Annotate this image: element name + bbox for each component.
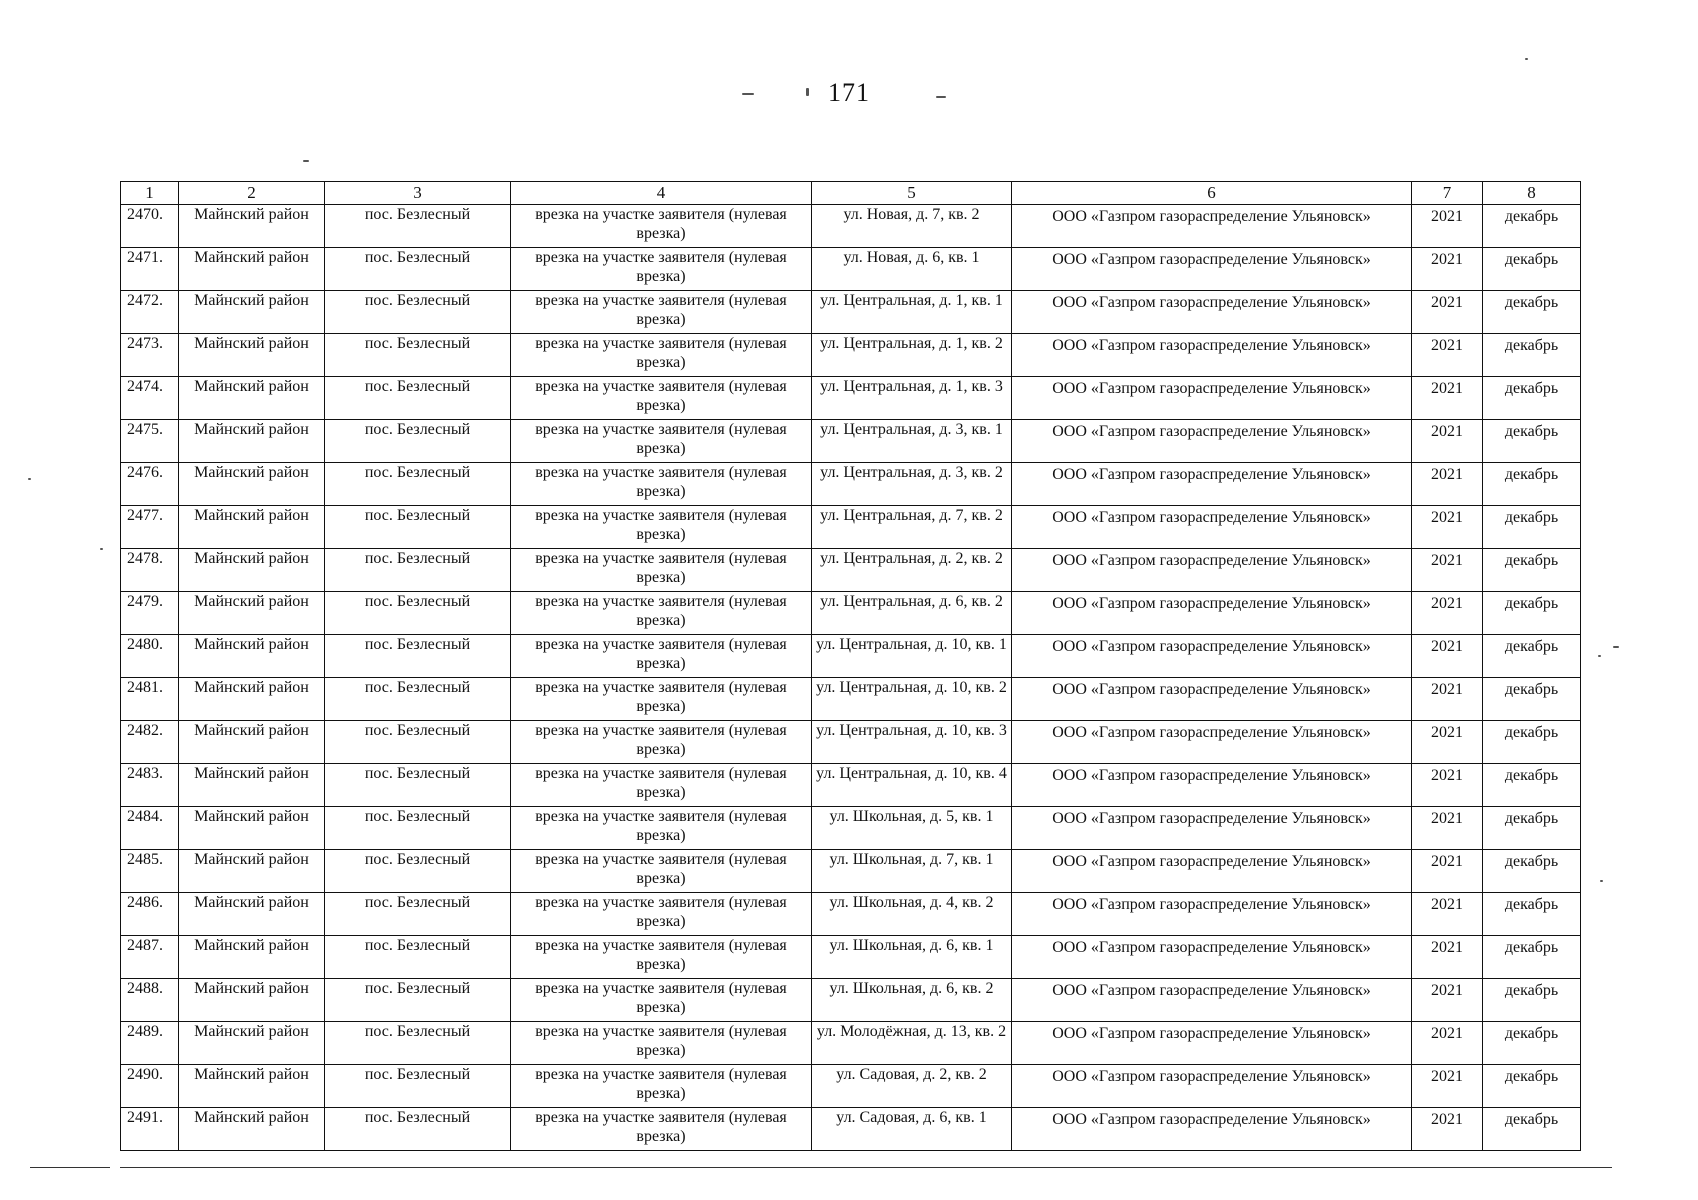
- cell-address: ул. Центральная, д. 10, кв. 2: [812, 678, 1012, 721]
- cell-year: 2021: [1412, 979, 1483, 1022]
- cell-work-type: врезка на участке заявителя (нулевая врезка): [511, 635, 812, 678]
- cell-settlement: пос. Безлесный: [325, 463, 511, 506]
- cell-address: ул. Школьная, д. 4, кв. 2: [812, 893, 1012, 936]
- cell-address: ул. Садовая, д. 2, кв. 2: [812, 1065, 1012, 1108]
- cell-work-type: врезка на участке заявителя (нулевая врезка): [511, 807, 812, 850]
- cell-settlement: пос. Безлесный: [325, 592, 511, 635]
- cell-settlement: пос. Безлесный: [325, 635, 511, 678]
- cell-organization: ООО «Газпром газораспределение Ульяновск»: [1012, 248, 1412, 291]
- cell-year: 2021: [1412, 936, 1483, 979]
- cell-address: ул. Центральная, д. 10, кв. 4: [812, 764, 1012, 807]
- cell-organization: ООО «Газпром газораспределение Ульяновск»: [1012, 850, 1412, 893]
- cell-month: декабрь: [1483, 592, 1581, 635]
- scan-speck: [742, 93, 754, 95]
- cell-year: 2021: [1412, 635, 1483, 678]
- cell-address: ул. Школьная, д. 7, кв. 1: [812, 850, 1012, 893]
- cell-work-type: врезка на участке заявителя (нулевая врезка): [511, 506, 812, 549]
- cell-year: 2021: [1412, 592, 1483, 635]
- cell-settlement: пос. Безлесный: [325, 893, 511, 936]
- table-row: [121, 979, 1581, 1022]
- cell-address: ул. Школьная, д. 5, кв. 1: [812, 807, 1012, 850]
- cell-work-type: врезка на участке заявителя (нулевая врезка): [511, 678, 812, 721]
- col-header-2: 2: [179, 182, 325, 205]
- cell-district: Майнский район: [179, 549, 325, 592]
- col-header-4: 4: [511, 182, 812, 205]
- cell-number: 2485.: [121, 850, 179, 893]
- cell-settlement: пос. Безлесный: [325, 850, 511, 893]
- cell-work-type: врезка на участке заявителя (нулевая врезка): [511, 549, 812, 592]
- cell-address: ул. Центральная, д. 3, кв. 1: [812, 420, 1012, 463]
- cell-district: Майнский район: [179, 1108, 325, 1151]
- cell-work-type: врезка на участке заявителя (нулевая врезка): [511, 936, 812, 979]
- cell-number: 2478.: [121, 549, 179, 592]
- cell-work-type: врезка на участке заявителя (нулевая врезка): [511, 248, 812, 291]
- cell-settlement: пос. Безлесный: [325, 979, 511, 1022]
- cell-address: ул. Садовая, д. 6, кв. 1: [812, 1108, 1012, 1151]
- cell-address: ул. Центральная, д. 10, кв. 1: [812, 635, 1012, 678]
- cell-year: 2021: [1412, 420, 1483, 463]
- cell-month: декабрь: [1483, 635, 1581, 678]
- cell-settlement: пос. Безлесный: [325, 936, 511, 979]
- cell-work-type: врезка на участке заявителя (нулевая врезка): [511, 893, 812, 936]
- cell-month: декабрь: [1483, 979, 1581, 1022]
- cell-year: 2021: [1412, 807, 1483, 850]
- registry-table: [120, 181, 1581, 1151]
- cell-work-type: врезка на участке заявителя (нулевая врезка): [511, 377, 812, 420]
- cell-organization: ООО «Газпром газораспределение Ульяновск»: [1012, 205, 1412, 248]
- table-row: [121, 807, 1581, 850]
- cell-organization: ООО «Газпром газораспределение Ульяновск»: [1012, 1022, 1412, 1065]
- cell-number: 2491.: [121, 1108, 179, 1151]
- header-row: [121, 182, 1581, 205]
- cell-settlement: пос. Безлесный: [325, 1065, 511, 1108]
- cell-district: Майнский район: [179, 678, 325, 721]
- cell-month: декабрь: [1483, 936, 1581, 979]
- cell-number: 2476.: [121, 463, 179, 506]
- cell-district: Майнский район: [179, 764, 325, 807]
- cell-work-type: врезка на участке заявителя (нулевая врезка): [511, 764, 812, 807]
- cell-number: 2479.: [121, 592, 179, 635]
- cell-settlement: пос. Безлесный: [325, 205, 511, 248]
- cell-organization: ООО «Газпром газораспределение Ульяновск»: [1012, 334, 1412, 377]
- table-row: [121, 850, 1581, 893]
- cell-year: 2021: [1412, 1108, 1483, 1151]
- cell-work-type: врезка на участке заявителя (нулевая врезка): [511, 291, 812, 334]
- table-row: [121, 893, 1581, 936]
- cell-month: декабрь: [1483, 678, 1581, 721]
- scan-speck: [806, 88, 809, 96]
- col-header-3: 3: [325, 182, 511, 205]
- cell-year: 2021: [1412, 463, 1483, 506]
- cell-month: декабрь: [1483, 850, 1581, 893]
- cell-district: Майнский район: [179, 635, 325, 678]
- cell-address: ул. Центральная, д. 6, кв. 2: [812, 592, 1012, 635]
- cell-number: 2472.: [121, 291, 179, 334]
- col-header-1: 1: [121, 182, 179, 205]
- cell-work-type: врезка на участке заявителя (нулевая врезка): [511, 1065, 812, 1108]
- cell-work-type: врезка на участке заявителя (нулевая врезка): [511, 1022, 812, 1065]
- scan-speck: [28, 478, 31, 480]
- cell-organization: ООО «Газпром газораспределение Ульяновск»: [1012, 979, 1412, 1022]
- cell-year: 2021: [1412, 248, 1483, 291]
- cell-year: 2021: [1412, 1022, 1483, 1065]
- table-row: [121, 420, 1581, 463]
- footer-rule-right: [120, 1167, 1612, 1168]
- cell-district: Майнский район: [179, 807, 325, 850]
- table-row: [121, 678, 1581, 721]
- cell-work-type: врезка на участке заявителя (нулевая врезка): [511, 592, 812, 635]
- cell-year: 2021: [1412, 205, 1483, 248]
- table-row: [121, 1108, 1581, 1151]
- cell-address: ул. Школьная, д. 6, кв. 2: [812, 979, 1012, 1022]
- cell-settlement: пос. Безлесный: [325, 807, 511, 850]
- cell-organization: ООО «Газпром газораспределение Ульяновск»: [1012, 506, 1412, 549]
- scan-speck: [1598, 655, 1601, 657]
- cell-settlement: пос. Безлесный: [325, 291, 511, 334]
- cell-organization: ООО «Газпром газораспределение Ульяновск»: [1012, 635, 1412, 678]
- cell-organization: ООО «Газпром газораспределение Ульяновск»: [1012, 764, 1412, 807]
- cell-month: декабрь: [1483, 463, 1581, 506]
- cell-district: Майнский район: [179, 850, 325, 893]
- cell-settlement: пос. Безлесный: [325, 334, 511, 377]
- cell-district: Майнский район: [179, 721, 325, 764]
- cell-number: 2480.: [121, 635, 179, 678]
- cell-settlement: пос. Безлесный: [325, 248, 511, 291]
- cell-address: ул. Центральная, д. 3, кв. 2: [812, 463, 1012, 506]
- cell-organization: ООО «Газпром газораспределение Ульяновск»: [1012, 377, 1412, 420]
- cell-organization: ООО «Газпром газораспределение Ульяновск»: [1012, 291, 1412, 334]
- cell-work-type: врезка на участке заявителя (нулевая врезка): [511, 1108, 812, 1151]
- cell-number: 2484.: [121, 807, 179, 850]
- cell-address: ул. Центральная, д. 1, кв. 1: [812, 291, 1012, 334]
- cell-settlement: пос. Безлесный: [325, 1022, 511, 1065]
- cell-year: 2021: [1412, 893, 1483, 936]
- cell-month: декабрь: [1483, 291, 1581, 334]
- table-row: [121, 936, 1581, 979]
- cell-number: 2471.: [121, 248, 179, 291]
- cell-month: декабрь: [1483, 1065, 1581, 1108]
- cell-month: декабрь: [1483, 1022, 1581, 1065]
- cell-address: ул. Центральная, д. 7, кв. 2: [812, 506, 1012, 549]
- cell-district: Майнский район: [179, 979, 325, 1022]
- page-number: 171: [828, 78, 870, 107]
- cell-settlement: пос. Безлесный: [325, 420, 511, 463]
- cell-organization: ООО «Газпром газораспределение Ульяновск»: [1012, 936, 1412, 979]
- cell-year: 2021: [1412, 549, 1483, 592]
- cell-work-type: врезка на участке заявителя (нулевая врезка): [511, 205, 812, 248]
- cell-number: 2482.: [121, 721, 179, 764]
- table-row: [121, 334, 1581, 377]
- cell-work-type: врезка на участке заявителя (нулевая врезка): [511, 420, 812, 463]
- scan-speck: [1613, 646, 1619, 648]
- table-header: [121, 182, 1581, 205]
- cell-settlement: пос. Безлесный: [325, 549, 511, 592]
- cell-settlement: пос. Безлесный: [325, 506, 511, 549]
- cell-district: Майнский район: [179, 592, 325, 635]
- cell-address: ул. Центральная, д. 1, кв. 3: [812, 377, 1012, 420]
- cell-organization: ООО «Газпром газораспределение Ульяновск»: [1012, 1108, 1412, 1151]
- cell-number: 2487.: [121, 936, 179, 979]
- cell-settlement: пос. Безлесный: [325, 1108, 511, 1151]
- cell-month: декабрь: [1483, 807, 1581, 850]
- scan-speck: [1600, 880, 1603, 882]
- cell-work-type: врезка на участке заявителя (нулевая врезка): [511, 721, 812, 764]
- cell-year: 2021: [1412, 506, 1483, 549]
- cell-district: Майнский район: [179, 463, 325, 506]
- cell-year: 2021: [1412, 678, 1483, 721]
- cell-year: 2021: [1412, 850, 1483, 893]
- cell-district: Майнский район: [179, 1022, 325, 1065]
- table-row: [121, 592, 1581, 635]
- table-row: [121, 248, 1581, 291]
- cell-district: Майнский район: [179, 377, 325, 420]
- table-row: [121, 463, 1581, 506]
- cell-district: Майнский район: [179, 205, 325, 248]
- cell-year: 2021: [1412, 291, 1483, 334]
- scan-speck: [1525, 58, 1528, 60]
- cell-number: 2483.: [121, 764, 179, 807]
- cell-number: 2489.: [121, 1022, 179, 1065]
- cell-settlement: пос. Безлесный: [325, 678, 511, 721]
- cell-number: 2481.: [121, 678, 179, 721]
- cell-number: 2486.: [121, 893, 179, 936]
- cell-district: Майнский район: [179, 334, 325, 377]
- cell-number: 2477.: [121, 506, 179, 549]
- cell-work-type: врезка на участке заявителя (нулевая врезка): [511, 979, 812, 1022]
- table-row: [121, 1022, 1581, 1065]
- cell-month: декабрь: [1483, 1108, 1581, 1151]
- table-row: [121, 506, 1581, 549]
- cell-district: Майнский район: [179, 936, 325, 979]
- cell-settlement: пос. Безлесный: [325, 764, 511, 807]
- col-header-5: 5: [812, 182, 1012, 205]
- cell-number: 2488.: [121, 979, 179, 1022]
- cell-address: ул. Новая, д. 6, кв. 1: [812, 248, 1012, 291]
- table-row: [121, 635, 1581, 678]
- cell-month: декабрь: [1483, 893, 1581, 936]
- table-row: [121, 205, 1581, 248]
- cell-address: ул. Центральная, д. 2, кв. 2: [812, 549, 1012, 592]
- table-row: [121, 291, 1581, 334]
- col-header-7: 7: [1412, 182, 1483, 205]
- cell-month: декабрь: [1483, 377, 1581, 420]
- cell-month: декабрь: [1483, 764, 1581, 807]
- cell-settlement: пос. Безлесный: [325, 377, 511, 420]
- cell-settlement: пос. Безлесный: [325, 721, 511, 764]
- scan-speck: [100, 548, 103, 550]
- cell-month: декабрь: [1483, 205, 1581, 248]
- cell-district: Майнский район: [179, 248, 325, 291]
- cell-organization: ООО «Газпром газораспределение Ульяновск»: [1012, 592, 1412, 635]
- cell-organization: ООО «Газпром газораспределение Ульяновск»: [1012, 678, 1412, 721]
- cell-month: декабрь: [1483, 248, 1581, 291]
- scan-speck: [303, 160, 309, 162]
- cell-district: Майнский район: [179, 506, 325, 549]
- cell-number: 2490.: [121, 1065, 179, 1108]
- cell-number: 2473.: [121, 334, 179, 377]
- cell-address: ул. Центральная, д. 10, кв. 3: [812, 721, 1012, 764]
- cell-month: декабрь: [1483, 506, 1581, 549]
- cell-district: Майнский район: [179, 291, 325, 334]
- cell-address: ул. Новая, д. 7, кв. 2: [812, 205, 1012, 248]
- cell-district: Майнский район: [179, 420, 325, 463]
- cell-organization: ООО «Газпром газораспределение Ульяновск»: [1012, 893, 1412, 936]
- cell-work-type: врезка на участке заявителя (нулевая врезка): [511, 463, 812, 506]
- cell-year: 2021: [1412, 764, 1483, 807]
- col-header-8: 8: [1483, 182, 1581, 205]
- table-row: [121, 377, 1581, 420]
- cell-district: Майнский район: [179, 893, 325, 936]
- cell-number: 2470.: [121, 205, 179, 248]
- cell-year: 2021: [1412, 334, 1483, 377]
- cell-year: 2021: [1412, 721, 1483, 764]
- cell-address: ул. Школьная, д. 6, кв. 1: [812, 936, 1012, 979]
- cell-year: 2021: [1412, 377, 1483, 420]
- cell-month: декабрь: [1483, 334, 1581, 377]
- table-row: [121, 1065, 1581, 1108]
- cell-work-type: врезка на участке заявителя (нулевая врезка): [511, 850, 812, 893]
- scan-speck: [936, 96, 946, 98]
- cell-organization: ООО «Газпром газораспределение Ульяновск»: [1012, 420, 1412, 463]
- cell-month: декабрь: [1483, 549, 1581, 592]
- cell-organization: ООО «Газпром газораспределение Ульяновск»: [1012, 549, 1412, 592]
- cell-organization: ООО «Газпром газораспределение Ульяновск»: [1012, 1065, 1412, 1108]
- table-row: [121, 764, 1581, 807]
- table-body: [121, 205, 1581, 1151]
- footer-rule-left: [30, 1167, 110, 1168]
- cell-address: ул. Центральная, д. 1, кв. 2: [812, 334, 1012, 377]
- cell-month: декабрь: [1483, 721, 1581, 764]
- col-header-6: 6: [1012, 182, 1412, 205]
- cell-year: 2021: [1412, 1065, 1483, 1108]
- cell-work-type: врезка на участке заявителя (нулевая врезка): [511, 334, 812, 377]
- table-row: [121, 721, 1581, 764]
- cell-number: 2475.: [121, 420, 179, 463]
- cell-organization: ООО «Газпром газораспределение Ульяновск»: [1012, 463, 1412, 506]
- cell-month: декабрь: [1483, 420, 1581, 463]
- cell-organization: ООО «Газпром газораспределение Ульяновск»: [1012, 807, 1412, 850]
- cell-address: ул. Молодёжная, д. 13, кв. 2: [812, 1022, 1012, 1065]
- cell-number: 2474.: [121, 377, 179, 420]
- cell-district: Майнский район: [179, 1065, 325, 1108]
- table-row: [121, 549, 1581, 592]
- cell-organization: ООО «Газпром газораспределение Ульяновск»: [1012, 721, 1412, 764]
